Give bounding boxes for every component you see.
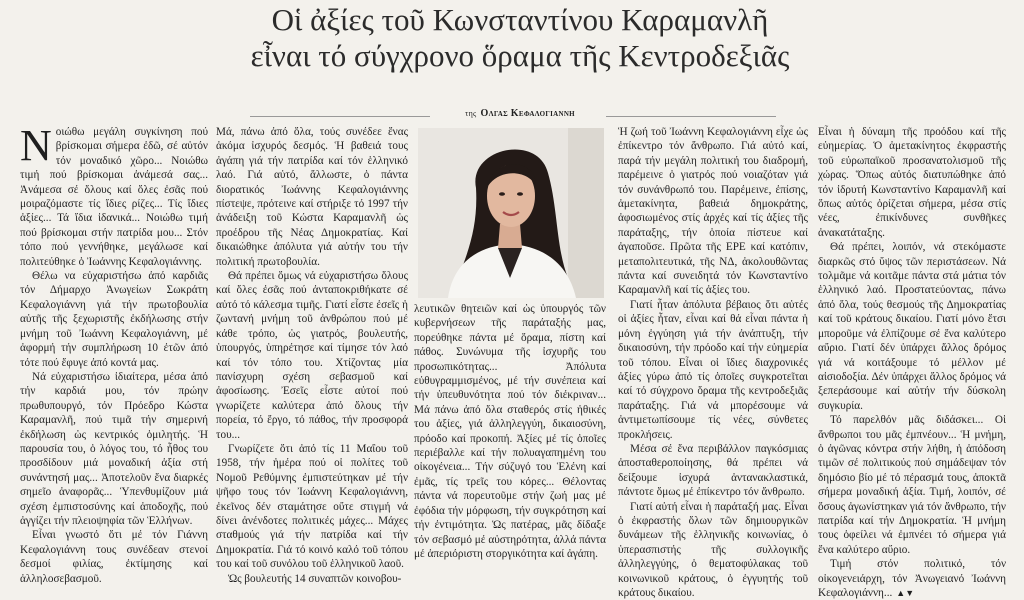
end-mark: ▲▼ — [896, 588, 915, 598]
paragraph: λευτικῶν θητειῶν καί ὡς ὑπουργός τῶν κυβερνήσεων τῆς παράταξής μας, πορεύθηκε πάντα μέ ὅραμα, πίστη καί πάθος. Συνώνυμα τῆς ἰσχυρῆς του προσωπικότητας... Ἀπόλυτα εὐθυγραμμισμένος, μέ τήν συνέπεια καί τήν ὑπευθυνότητα πού τόν διέκριναν... Μά πάνω ἀπό ὅλα σταθερός στίς ἠθικές του ἀξίες, γιά ἀλληλεγγύη, δικαιοσύνη, πρόοδο καί προκοπή. Ἀξίες μέ τίς ὁποῖες περιέβαλλε καί τήν πολυαγαπημένη του οἰκογένεια... Τήν σύζυγό του Ἑλένη καί ἐμᾶς, τίς τρεῖς του κόρες... Θέλοντας πάντα νά πορευτοῦμε στήν ζωή μας μέ ἐφόδια τήν μόρφωση, τήν συγκρότηση καί τήν ἐντιμότητα. Ὡς πατέρας, μᾶς δίδαξε τόν σεβασμό μέ αὐστηρότητα, ἀλλά πάντα μέ ἀπεριόριστη στοργικότητα καί ἀγάπη. — [414, 303, 606, 560]
article-column-4 — [618, 125, 808, 600]
byline-prefix: της — [465, 109, 477, 118]
paragraph: Ὡς βουλευτής 14 συναπτῶν κοινοβου- — [228, 572, 402, 585]
article-column-5 — [818, 125, 1006, 600]
paragraph: Μά, πάνω ἀπό ὅλα, τούς συνέδεε ἕνας ἀκόμα ἰσχυρός δεσμός. Ἡ βαθειά τους ἀγάπη γιά τήν πατρίδα καί τόν ἑλληνικό λαό. Γιά αὐτό, ἄλλωστε, ὁ πάντα διορατικός Ἰωάννης Κεφαλογιάννης πίστεψε, πρότεινε καί στήριξε τό 1997 τήν ἀνάδειξη τοῦ Κώστα Καραμανλῆ ὡς προέδρου τῆς Νέας Δημοκρατίας. Καί δικαιώθηκε ἀπόλυτα γιά αὐτήν του τήν πολιτική πρωτοβουλία. — [216, 126, 408, 268]
author-photo — [418, 128, 604, 298]
byline-rule-left — [250, 116, 430, 117]
paragraph: Ἡ ζωή τοῦ Ἰωάννη Κεφαλογιάννη εἶχε ὡς ἐπίκεντρο τόν ἄνθρωπο. Γιά αὐτό καί, παρά τήν μεγάλη πολιτική του διαδρομή, παρέμεινε ὁ γιατρός πού νοιαζόταν γιά τόν συνάνθρωπό του. Παρέμεινε, ἐπίσης, ἀμετακίνητα, βαθειά δημοκράτης, ἀφοσιωμένος στίς ἀρχές καί τίς ἀξίες τῆς παράταξης, τήν ὁποία πίστευε καί ἀγαποῦσε. Πρῶτα τῆς ΕΡΕ καί κατόπιν, μεταπολιτευτικά, τῆς ΝΔ, ἀκολουθῶντας πάντα καί συνειδητά τόν Κωνσταντίνο Καραμανλῆ καί τίς ἀξίες του. — [618, 126, 808, 297]
paragraph: Μέσα σέ ἕνα περιβάλλον παγκόσμιας ἀποσταθεροποίησης, θά πρέπει νά δείξουμε ἰσχυρά ἀντανακλαστικά, πάντοτε ὅμως μέ ἐπίκεντρο τόν ἄνθρωπο. — [618, 442, 808, 499]
paragraph: Τιμή στόν πολιτικό, τόν οἰκογενειάρχη, τόν Ἀνωγειανό Ἰωάννη Κεφαλογιάννη... ▲▼ — [818, 558, 1006, 599]
byline — [440, 108, 600, 119]
article-column-2 — [216, 125, 408, 586]
byline-rule-right — [606, 116, 776, 117]
headline — [140, 2, 900, 74]
paragraph: Γιατί αὐτή εἶναι ἡ παράταξή μας. Εἶναι ὁ ἐκφραστής ὅλων τῶν δημιουργικῶν δυνάμεων τῆς ἑλληνικῆς κοινωνίας, ὁ ὑπερασπιστής τῆς συλλογικῆς ἀλληλεγγύης, ὁ θεματοφύλακας τοῦ κοινωνικοῦ κράτους, ὁ ἐγγυητής τοῦ κράτους δικαίου. — [618, 500, 808, 599]
paragraph: Θά πρέπει, λοιπόν, νά στεκόμαστε διαρκῶς στό ὕψος τῶν περιστάσεων. Νά τολμᾶμε νά κοιτᾶμε πάντα στά μάτια τόν ἑλληνικό λαό. Προστατεύοντας, πάνω ἀπό ὅλα, τούς θεσμούς τῆς Δημοκρατίας καί τοῦ κράτους δικαίου. Γιατί μόνο ἔτσι μποροῦμε νά ἐλπίζουμε σέ ἕνα καλύτερο αὔριο. Γιατί δέν ὑπάρχει ἄλλος δρόμος γιά νά κοιτάξουμε τό μέλλον μέ αἰσιοδοξία. Δέν ὑπάρχει ἄλλος δρόμος νά ξεπεράσουμε καί αὐτήν τήν δύσκολη συγκυρία. — [818, 241, 1006, 412]
paragraph: Νά εὐχαριστήσω ἰδιαίτερα, μέσα ἀπό τήν καρδιά μου, τόν πρώην πρωθυπουργό, τόν Πρόεδρο Κώστα Καραμανλῆ, πού τιμᾶ τήν σημερινή ἐκδήλωση ὡς κεντρικός ὁμιλητής. Ἡ παρουσία του, ὁ λόγος του, τό ἦθος του προσδίδουν μιά μοναδική ἀξία στή συνάντησή μας... Ἀποτελοῦν ἕνα διαρκές σημεῖο ἀναφορᾶς... Ὑπενθυμίζουν μιά σχέση ἐμπιστοσύνης καί ἀποδοχῆς, πού ἀγγίζει τήν πλειοψηφία τῶν Ἑλλήνων. — [20, 370, 208, 527]
drop-cap: Ν — [20, 121, 52, 170]
paragraph: Νοιώθω μεγάλη συγκίνηση πού βρίσκομαι σήμερα ἐδῶ, σέ αὐτόν τόν μοναδικό χῶρο... Νοιώθω τιμή πού βρίσκομαι ἀνάμεσά σας... Ἀνάμεσα σέ ὅλους καί ὅλες ἐσᾶς πού μοιραζόμαστε τίς ἴδιες ρίζες... Τίς ἴδιες ἀξίες... Τά ἴδια ἰδανικά... Νοιώθω τιμή πού βρίσκομαι στήν πατρίδα μου... Στόν τόπο πού γεννήθηκε, μεγάλωσε καί πολιτεύθηκε ὁ Ἰωάννης Κεφαλογιάννης. — [20, 121, 208, 268]
paragraph: Θά πρέπει ὅμως νά εὐχαριστήσω ὅλους καί ὅλες ἐσᾶς πού ἀνταποκριθήκατε σέ αὐτό τό κάλεσμα τιμῆς. Γιατί εἶστε ἐσεῖς ἡ ζωντανή μνήμη τοῦ ἀνθρώπου πού μέ κάθε τρόπο, ὡς γιατρός, βουλευτής, ὑπουργός, ὑπηρέτησε καί τίμησε τόν λαό καί τόν τόπο του. Χτίζοντας μία πανίσχυρη σχέση σεβασμοῦ καί ἀφοσίωσης. Ἐσεῖς εἶστε αὐτοί πού γνωρίζετε καλύτερα ἀπό ὅλους τήν πορεία, τό ἔργο, τό πάθος, τήν προσφορά του... — [216, 270, 408, 441]
byline-author: Ολγας Κεφαλογιαννη — [480, 108, 575, 119]
paragraph: Τό παρελθόν μᾶς διδάσκει... Οἱ ἄνθρωποι του μᾶς ἐμπνέουν... Ἡ μνήμη, ὁ ἀγῶνας κόντρα στήν λήθη, ἡ ἀπόδοση τιμῶν σέ πολιτικούς πού σημάδεψαν τόν δημόσιο βίο μέ τό πέρασμά τους, ἀποκτᾶ σήμερα μοναδική ἀξία. Τιμή, λοιπόν, σέ ὅσους ἀγωνίστηκαν γιά τόν ἄνθρωπο, τήν πατρίδα καί τήν Δημοκρατία. Ἡ μνήμη τους ὀφείλει νά ἐμπνέει τό σήμερα γιά ἕνα καλύτερο αὔριο. — [818, 414, 1006, 556]
portrait-illustration — [418, 128, 604, 298]
article-column-1 — [20, 121, 208, 586]
paragraph: Γιατί ἦταν ἀπόλυτα βέβαιος ὅτι αὐτές οἱ ἀξίες ἦταν, εἶναι καί θά εἶναι πάντα ἡ μόνη ἐγγύηση γιά τήν ἀνάπτυξη, τήν δικαιοσύνη, τήν πρόοδο καί τήν εὐημερία τοῦ τόπου. Εἶναι οἱ ἴδιες διαχρονικές ἀξίες γύρω ἀπό τίς ὁποῖες συγκροτεῖται καί τό σύγχρονο ὅραμα τῆς κεντροδεξιᾶς παράταξης. Γιά νά μπορέσουμε νά ἀντιμετωπίσουμε τίς νέες, σύνθετες προκλήσεις. — [618, 298, 808, 441]
paragraph: Εἶναι ἡ δύναμη τῆς προόδου καί τῆς εὐημερίας. Ὁ ἀμετακίνητος ἐκφραστής τοῦ εὐρωπαϊκοῦ προσανατολισμοῦ τῆς χώρας. Ὅπως αὐτός διατυπώθηκε ἀπό τόν ἱδρυτή Κωνσταντίνο Καραμανλῆ καί ὅπως αὐτός ὁρίζεται σήμερα, μέσα στίς νέες, ἐπικίνδυνες συνθῆκες ἀνακατάταξης. — [818, 126, 1006, 239]
paragraph: Εἶναι γνωστό ὅτι μέ τόν Γιάννη Κεφαλογιάννη τους συνέδεαν στενοί δεσμοί φιλίας, ἐκτίμησης καί ἀλληλοσεβασμοῦ. — [20, 529, 208, 585]
article-column-3 — [414, 302, 606, 561]
headline-line-1: Οἱ ἀξίες τοῦ Κωνσταντίνου Καραμανλῆ — [271, 2, 769, 37]
paragraph: Γνωρίζετε ὅτι ἀπό τίς 11 Μαΐου τοῦ 1958, τήν ἡμέρα πού οἱ πολίτες τοῦ Νομοῦ Ρεθύμνης ἐμπιστεύτηκαν μέ τήν ψῆφο τους τόν Ἰωάννη Κεφαλογιάννη, ἐκεῖνος δέν σταμάτησε οὔτε στιγμή νά δίνει ἀνένδοτες πολιτικές μάχες... Μάχες σταθμούς γιά τήν πατρίδα καί τήν Δημοκρατία. Γιά τό κοινό καλό τοῦ τόπου του καί τοῦ συνόλου τοῦ ἑλληνικοῦ λαοῦ. — [216, 442, 408, 571]
paragraph: Θέλω να εὐχαριστήσω ἀπό καρδιᾶς τόν Δήμαρχο Ἀνωγείων Σωκράτη Κεφαλογιάννη γιά τήν πρωτοβουλία αὐτῆς τῆς ξεχωριστῆς ἐκδήλωσης στήν μνήμη τοῦ Ἰωάννη Κεφαλογιάννη, μέ ἀφορμή τήν συμπλήρωση 10 ἐτῶν ἀπό τότε πού ἔφυγε ἀπό κοντά μας. — [20, 270, 208, 369]
headline-line-2: εἶναι τό σύγχρονο ὅραμα τῆς Κεντροδεξιᾶς — [250, 38, 790, 73]
